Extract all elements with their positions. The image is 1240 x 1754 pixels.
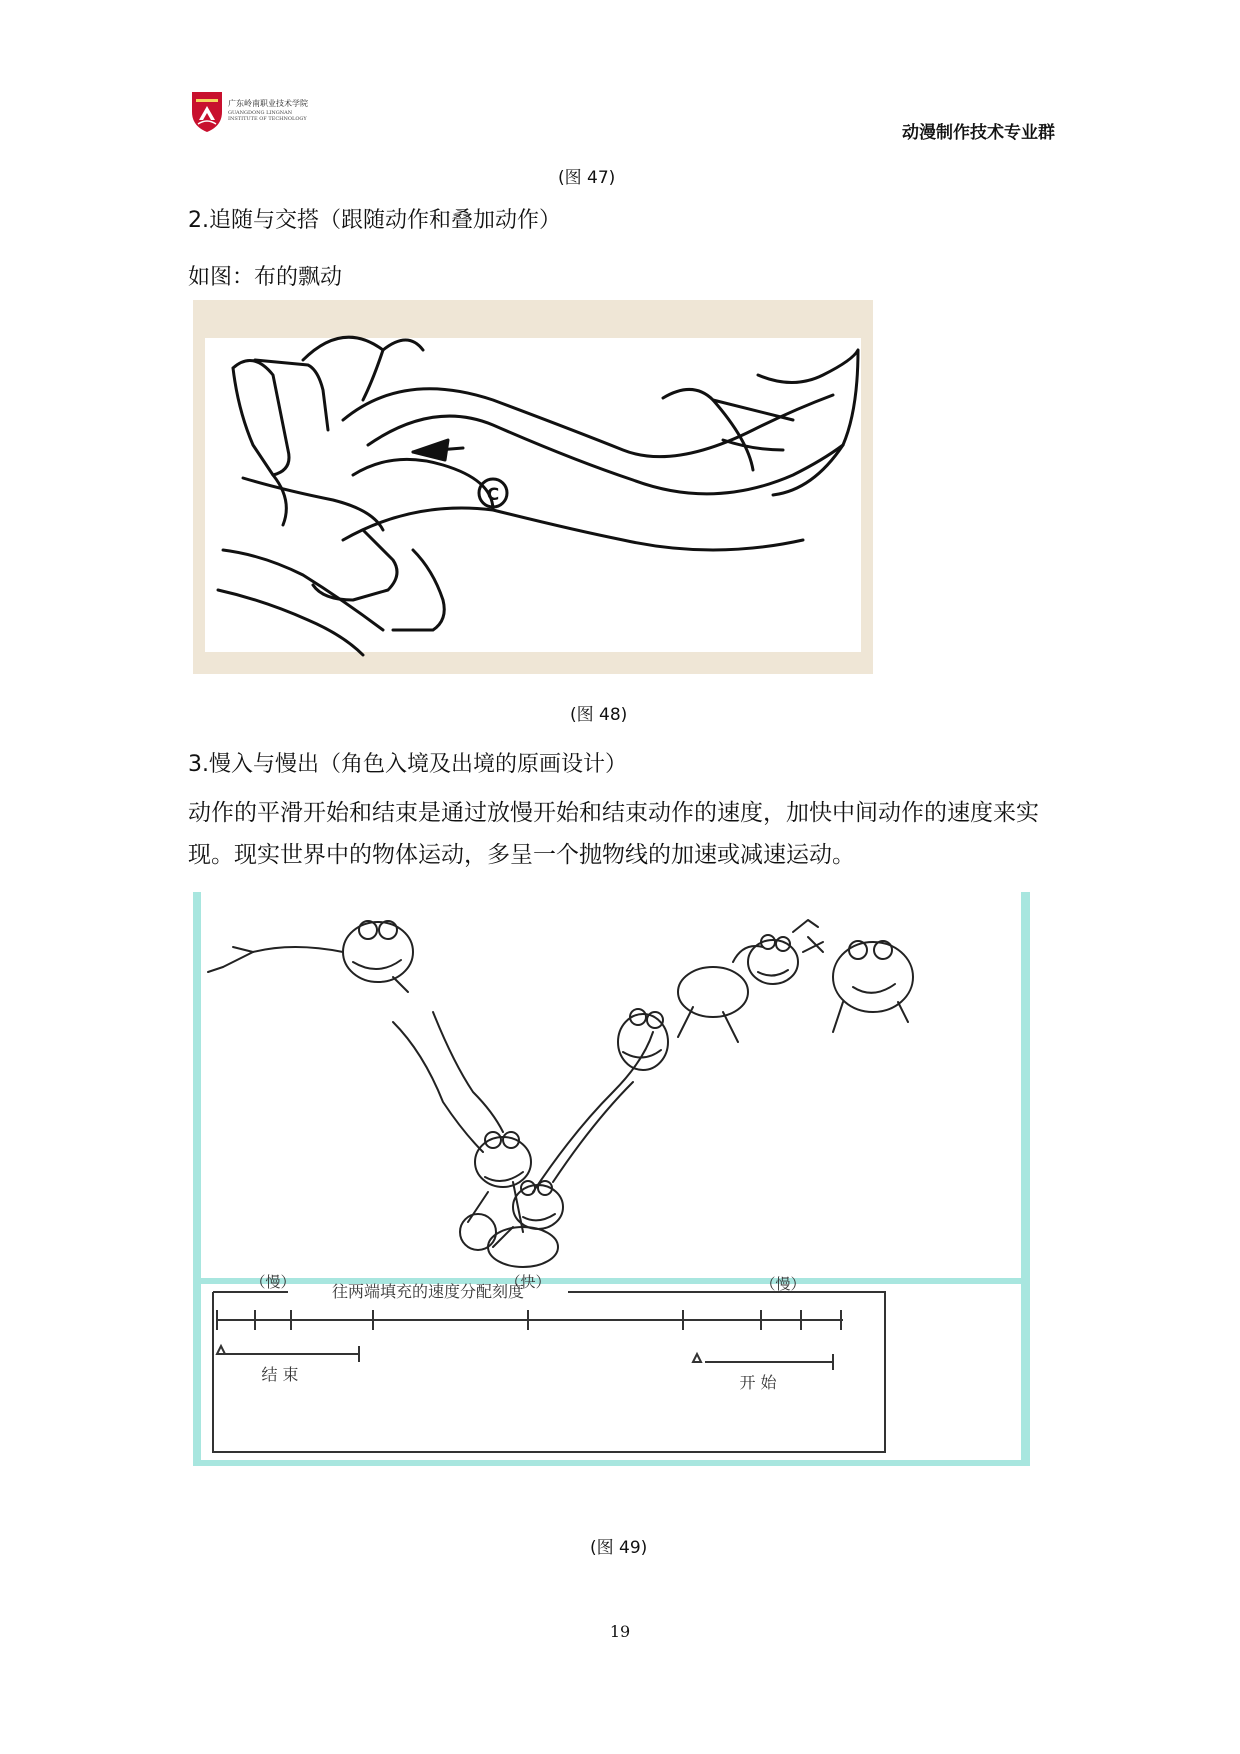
section3-heading: 3.慢入与慢出（角色入境及出境的原画设计） xyxy=(188,752,627,777)
logo-name-en-line2: INSTITUTE OF TECHNOLOGY xyxy=(228,116,307,122)
section2-example: 如图：布的飘动 xyxy=(188,265,343,290)
section3-paragraph: 动作的平滑开始和结束是通过放慢开始和结束动作的速度，加快中间动作的速度来实现。现实世界中的物体运动，多呈一个抛物线的加速或减速运动。 xyxy=(188,800,1039,868)
cloth-waving-drawing xyxy=(193,300,873,674)
label-fast: （快） xyxy=(505,1273,551,1291)
logo-name-en xyxy=(228,110,307,122)
section2-heading: 2.追随与交搭（跟随动作和叠加动作） xyxy=(188,208,561,233)
shield-logo-icon xyxy=(190,90,224,134)
institution-logo xyxy=(190,88,330,140)
label-end: 结 束 xyxy=(261,1365,299,1384)
logo-name-cn: 广东岭南职业技术学院 xyxy=(228,99,308,108)
label-slow-right: （慢） xyxy=(760,1275,806,1293)
logo-name-en-line1: GUANGDONG LINGNAN xyxy=(228,110,293,116)
figure-slow-in-slow-out xyxy=(193,892,1030,1466)
frogs-drawing xyxy=(193,892,1030,1466)
scale-title: 往两端填充的速度分配刻度 xyxy=(331,1282,525,1301)
label-start: 开 始 xyxy=(739,1373,777,1392)
figure-cloth-waving xyxy=(193,300,873,674)
label-slow-left: （慢） xyxy=(250,1273,296,1291)
header-title: 动漫制作技术专业群 xyxy=(902,123,1055,143)
page-number: 19 xyxy=(609,1622,631,1641)
caption-fig47: (图 47) xyxy=(558,168,616,188)
figure48-circle-label: C xyxy=(486,485,500,505)
caption-fig49: (图 49) xyxy=(590,1538,648,1558)
caption-fig48: (图 48) xyxy=(570,705,628,725)
